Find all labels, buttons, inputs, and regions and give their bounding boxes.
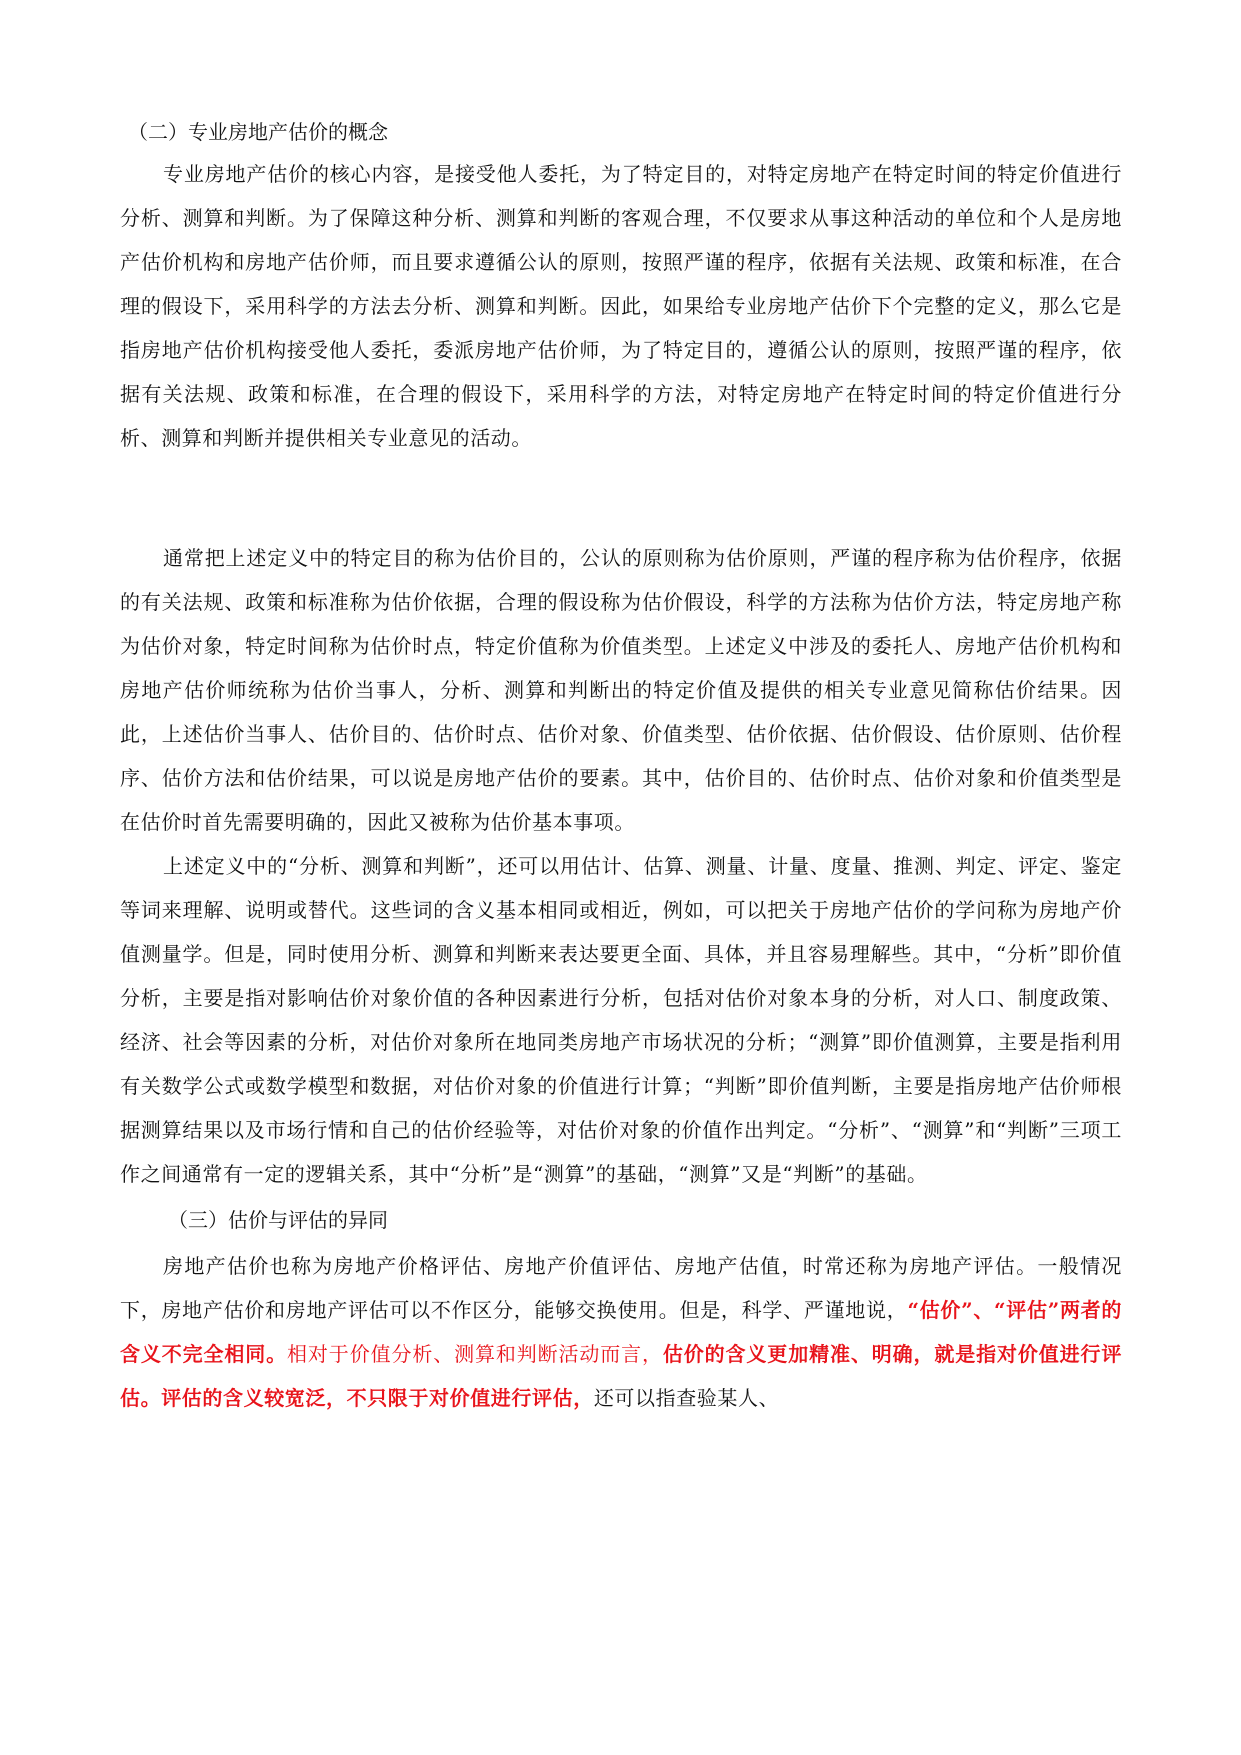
- plain-text-segment: 还可以指查验某人、: [593, 1386, 780, 1410]
- highlighted-text: 相对于价值分析、测算和判断活动而言，: [287, 1342, 663, 1366]
- highlighted-bold-text: “估价”、“评估”两者的含义不完全相同。: [120, 1298, 1122, 1366]
- paragraph-analysis-calculation-judgement: 上述定义中的“分析、测算和判断”，还可以用估计、估算、测量、计量、度量、推测、判定、评定、鉴定等词来理解、说明或替代。这些词的含义基本相同或相近，例如，可以把关于房地产估价的学问称为房地产价值测量学。但是，同时使用分析、测算和判断来表达要更全面、具体，并且容易理解些。其中，“分析”即价值分析，主要是指对影响估价对象价值的各种因素进行分析，包括对估价对象本身的分析，对人口、制度政策、经济、社会等因素的分析，对估价对象所在地同类房地产市场状况的分析；“测算”即价值测算，主要是指利用有关数学公式或数学模型和数据，对估价对象的价值进行计算；“判断”即价值判断，主要是指房地产估价师根据测算结果以及市场行情和自己的估价经验等，对估价对象的价值作出判定。“分析”、“测算”和“判断”三项工作之间通常有一定的逻辑关系，其中“分析”是“测算”的基础，“测算”又是“判断”的基础。: [120, 854, 1122, 1186]
- section-heading-concept: （二）专业房地产估价的概念: [128, 120, 388, 144]
- section-heading-valuation-vs-appraisal: （三）估价与评估的异同: [168, 1208, 388, 1232]
- paragraph-valuation-elements: 通常把上述定义中的特定目的称为估价目的，公认的原则称为估价原则，严谨的程序称为估价程序，依据的有关法规、政策和标准称为估价依据，合理的假设称为估价假设，科学的方法称为估价方法，特定房地产称为估价对象，特定时间称为估价时点，特定价值称为价值类型。上述定义中涉及的委托人、房地产估价机构和房地产估价师统称为估价当事人，分析、测算和判断出的特定价值及提供的相关专业意见简称估价结果。因此，上述估价当事人、估价目的、估价时点、估价对象、价值类型、估价依据、估价假设、估价原则、估价程序、估价方法和估价结果，可以说是房地产估价的要素。其中，估价目的、估价时点、估价对象和价值类型是在估价时首先需要明确的，因此又被称为估价基本事项。: [120, 546, 1122, 834]
- plain-text-segment: 房地产估价也称为房地产价格评估、房地产价值评估、房地产估值，时常还称为房地产评估。一般情况下，房地产估价和房地产评估可以不作区分，能够交换使用。但是，科学、严谨地说，: [120, 1254, 1122, 1322]
- highlighted-bold-text: 估价的含义更加精准、明确，就是指对价值进行评估。评估的含义较宽泛，不只限于对价值进行评估，: [120, 1342, 1122, 1410]
- paragraph-definition: 专业房地产估价的核心内容，是接受他人委托，为了特定目的，对特定房地产在特定时间的特定价值进行分析、测算和判断。为了保障这种分析、测算和判断的客观合理，不仅要求从事这种活动的单位和个人是房地产估价机构和房地产估价师，而且要求遵循公认的原则，按照严谨的程序，依据有关法规、政策和标准，在合理的假设下，采用科学的方法去分析、测算和判断。因此，如果给专业房地产估价下个完整的定义，那么它是指房地产估价机构接受他人委托，委派房地产估价师，为了特定目的，遵循公认的原则，按照严谨的程序，依据有关法规、政策和标准，在合理的假设下，采用科学的方法，对特定房地产在特定时间的特定价值进行分析、测算和判断并提供相关专业意见的活动。: [120, 162, 1122, 450]
- document-body: [120, 120, 1122, 1420]
- paragraph-valuation-vs-appraisal: [120, 1244, 1122, 1420]
